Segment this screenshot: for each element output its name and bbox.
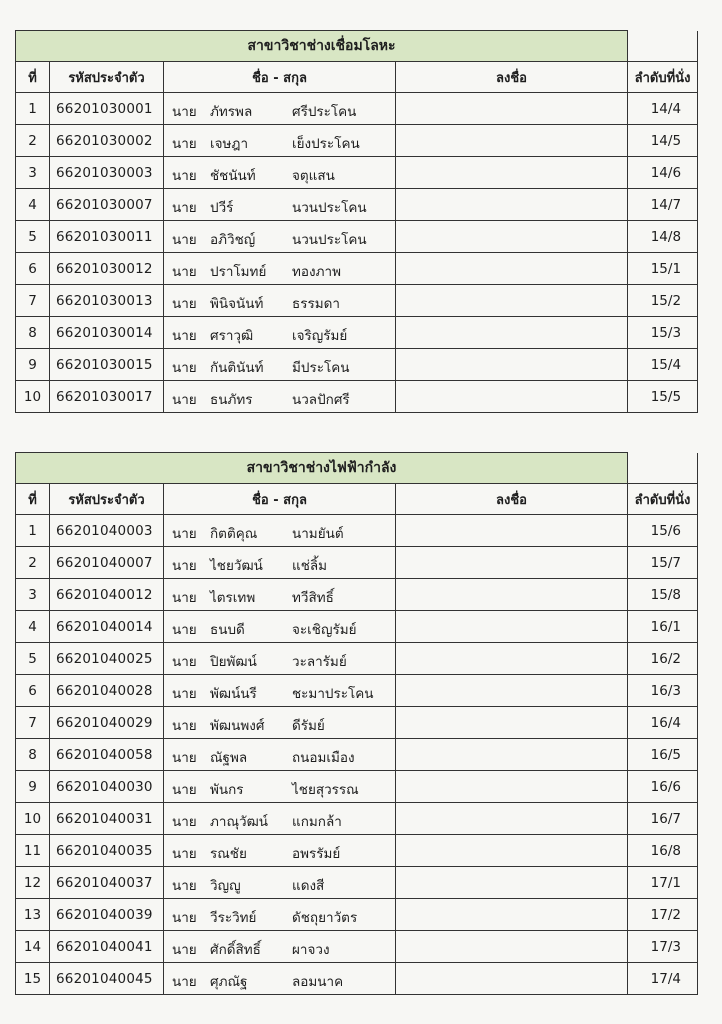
- first-name: ศราวุฒิ: [210, 328, 254, 344]
- name-prefix: นาย: [172, 296, 197, 312]
- name-prefix: นาย: [172, 232, 197, 248]
- signature-cell[interactable]: [396, 707, 628, 739]
- student-name-cell: [164, 317, 396, 349]
- title-blank-cell: [628, 31, 698, 62]
- signature-cell[interactable]: [396, 803, 628, 835]
- first-name: วิญญู: [210, 878, 241, 894]
- table-row: [16, 803, 698, 835]
- name-prefix: นาย: [172, 910, 197, 926]
- signature-cell[interactable]: [396, 253, 628, 285]
- first-name: พัฒน์นรี: [210, 686, 257, 702]
- table-row: [16, 221, 698, 253]
- student-id: 66201040003: [50, 515, 164, 547]
- seat-number: 15/6: [628, 515, 698, 547]
- student-id: 66201040058: [50, 739, 164, 771]
- row-number: 5: [16, 221, 50, 253]
- table-row: [16, 253, 698, 285]
- student-id: 66201040007: [50, 547, 164, 579]
- welding-roster-table: [15, 30, 698, 413]
- student-name-cell: [164, 253, 396, 285]
- seat-number: 15/1: [628, 253, 698, 285]
- seat-number: 16/6: [628, 771, 698, 803]
- last-name: วะลารัมย์: [292, 654, 347, 670]
- table-row: [16, 643, 698, 675]
- table-row: [16, 771, 698, 803]
- signature-cell[interactable]: [396, 835, 628, 867]
- name-prefix: นาย: [172, 136, 197, 152]
- signature-cell[interactable]: [396, 611, 628, 643]
- name-prefix: นาย: [172, 104, 197, 120]
- name-prefix: นาย: [172, 392, 197, 408]
- seat-number: 16/7: [628, 803, 698, 835]
- row-number: 11: [16, 835, 50, 867]
- header-sign: ลงชื่อ: [396, 484, 628, 515]
- first-name: ปิยพัฒน์: [210, 654, 257, 670]
- header-name: ชื่อ - สกุล: [164, 62, 396, 93]
- seat-number: 15/5: [628, 381, 698, 413]
- signature-cell[interactable]: [396, 547, 628, 579]
- student-name-cell: [164, 899, 396, 931]
- table-row: [16, 963, 698, 995]
- signature-cell[interactable]: [396, 963, 628, 995]
- table-row: [16, 675, 698, 707]
- student-id: 66201040031: [50, 803, 164, 835]
- signature-cell[interactable]: [396, 157, 628, 189]
- first-name: ธนบดี: [210, 622, 245, 638]
- student-id: 66201040012: [50, 579, 164, 611]
- header-no: ที่: [16, 484, 50, 515]
- name-prefix: นาย: [172, 686, 197, 702]
- name-prefix: นาย: [172, 526, 197, 542]
- first-name: พินิจนันท์: [210, 296, 264, 312]
- header-id: รหัสประจำตัว: [50, 62, 164, 93]
- student-id: 66201030002: [50, 125, 164, 157]
- header-seat: ลำดับที่นั่ง: [628, 62, 698, 93]
- signature-cell[interactable]: [396, 739, 628, 771]
- student-id: 66201040039: [50, 899, 164, 931]
- table-row: [16, 93, 698, 125]
- last-name: ดีรัมย์: [292, 718, 325, 734]
- first-name: ณัฐพล: [210, 750, 248, 766]
- table-row: [16, 157, 698, 189]
- table-row: [16, 317, 698, 349]
- seat-number: 16/4: [628, 707, 698, 739]
- row-number: 13: [16, 899, 50, 931]
- signature-cell[interactable]: [396, 221, 628, 253]
- last-name: นวลปักศรี: [292, 392, 350, 408]
- student-id: 66201040035: [50, 835, 164, 867]
- signature-cell[interactable]: [396, 931, 628, 963]
- last-name: ธรรมดา: [292, 296, 340, 312]
- signature-cell[interactable]: [396, 93, 628, 125]
- signature-cell[interactable]: [396, 675, 628, 707]
- signature-cell[interactable]: [396, 317, 628, 349]
- student-name-cell: [164, 189, 396, 221]
- seat-number: 16/3: [628, 675, 698, 707]
- last-name: แช่ลิ้ม: [292, 558, 328, 574]
- student-id: 66201040030: [50, 771, 164, 803]
- first-name: ชัชนันท์: [210, 168, 256, 184]
- student-name-cell: [164, 675, 396, 707]
- seat-number: 15/7: [628, 547, 698, 579]
- header-id: รหัสประจำตัว: [50, 484, 164, 515]
- first-name: กันตินันท์: [210, 360, 264, 376]
- row-number: 6: [16, 675, 50, 707]
- table-title-row: [16, 453, 698, 484]
- student-name-cell: [164, 803, 396, 835]
- row-number: 10: [16, 381, 50, 413]
- row-number: 8: [16, 317, 50, 349]
- seat-number: 14/5: [628, 125, 698, 157]
- student-name-cell: [164, 771, 396, 803]
- table-title-row: [16, 31, 698, 62]
- student-name-cell: [164, 867, 396, 899]
- student-id: 66201040014: [50, 611, 164, 643]
- student-id: 66201040041: [50, 931, 164, 963]
- last-name: จะเชิญรัมย์: [292, 622, 357, 638]
- row-number: 12: [16, 867, 50, 899]
- row-number: 3: [16, 157, 50, 189]
- seat-number: 15/2: [628, 285, 698, 317]
- table-title: สาขาวิชาช่างไฟฟ้ากำลัง: [16, 453, 628, 484]
- row-number: 4: [16, 611, 50, 643]
- row-number: 7: [16, 707, 50, 739]
- student-id: 66201040045: [50, 963, 164, 995]
- signature-cell[interactable]: [396, 579, 628, 611]
- row-number: 1: [16, 515, 50, 547]
- name-prefix: นาย: [172, 654, 197, 670]
- first-name: ภาณุวัฒน์: [210, 814, 269, 830]
- table-row: [16, 349, 698, 381]
- first-name: พันกร: [210, 782, 244, 798]
- table-row: [16, 867, 698, 899]
- seat-number: 16/5: [628, 739, 698, 771]
- last-name: ดัชถุยาวัตร: [292, 910, 358, 926]
- seat-number: 17/1: [628, 867, 698, 899]
- name-prefix: นาย: [172, 622, 197, 638]
- first-name: วีระวิทย์: [210, 910, 257, 926]
- last-name: มีประโคน: [292, 360, 350, 376]
- student-id: 66201030012: [50, 253, 164, 285]
- title-blank-cell: [628, 453, 698, 484]
- header-row: [16, 62, 698, 93]
- student-name-cell: [164, 547, 396, 579]
- first-name: ไตรเทพ: [210, 590, 256, 606]
- first-name: ภัทรพล: [210, 104, 253, 120]
- signature-cell[interactable]: [396, 771, 628, 803]
- last-name: นามยันต์: [292, 526, 344, 542]
- student-name-cell: [164, 963, 396, 995]
- header-sign: ลงชื่อ: [396, 62, 628, 93]
- header-name: ชื่อ - สกุล: [164, 484, 396, 515]
- student-id: 66201030013: [50, 285, 164, 317]
- seat-number: 17/3: [628, 931, 698, 963]
- seat-number: 15/4: [628, 349, 698, 381]
- student-name-cell: [164, 739, 396, 771]
- table-row: [16, 547, 698, 579]
- header-no: ที่: [16, 62, 50, 93]
- student-name-cell: [164, 221, 396, 253]
- name-prefix: นาย: [172, 718, 197, 734]
- last-name: ถนอมเมือง: [292, 750, 355, 766]
- student-name-cell: [164, 125, 396, 157]
- name-prefix: นาย: [172, 168, 197, 184]
- student-id: 66201040028: [50, 675, 164, 707]
- name-prefix: นาย: [172, 846, 197, 862]
- student-id: 66201040025: [50, 643, 164, 675]
- electrical-roster-body: [16, 453, 698, 995]
- first-name: เจษฎา: [210, 136, 249, 152]
- last-name: แดงสี: [292, 878, 325, 894]
- student-id: 66201040037: [50, 867, 164, 899]
- seat-number: 16/1: [628, 611, 698, 643]
- row-number: 9: [16, 349, 50, 381]
- first-name: กิตติคุณ: [210, 526, 258, 542]
- student-name-cell: [164, 515, 396, 547]
- last-name: ลอมนาค: [292, 974, 344, 990]
- first-name: ไชยวัฒน์: [210, 558, 263, 574]
- name-prefix: นาย: [172, 878, 197, 894]
- seat-number: 17/4: [628, 963, 698, 995]
- signature-cell[interactable]: [396, 515, 628, 547]
- header-row: [16, 484, 698, 515]
- seat-number: 17/2: [628, 899, 698, 931]
- first-name: ศุภณัฐ: [210, 974, 248, 990]
- student-id: 66201030007: [50, 189, 164, 221]
- student-id: 66201030003: [50, 157, 164, 189]
- table-row: [16, 835, 698, 867]
- last-name: นวนประโคน: [292, 232, 367, 248]
- table-row: [16, 381, 698, 413]
- seat-number: 16/2: [628, 643, 698, 675]
- last-name: แกมกล้า: [292, 814, 342, 830]
- last-name: จตุแสน: [292, 168, 335, 184]
- welding-roster-body: [16, 31, 698, 413]
- student-name-cell: [164, 611, 396, 643]
- last-name: นวนประโคน: [292, 200, 367, 216]
- name-prefix: นาย: [172, 590, 197, 606]
- signature-cell[interactable]: [396, 867, 628, 899]
- row-number: 14: [16, 931, 50, 963]
- student-name-cell: [164, 931, 396, 963]
- first-name: ธนภัทร: [210, 392, 253, 408]
- row-number: 1: [16, 93, 50, 125]
- student-id: 66201030017: [50, 381, 164, 413]
- row-number: 5: [16, 643, 50, 675]
- signature-cell[interactable]: [396, 125, 628, 157]
- name-prefix: นาย: [172, 360, 197, 376]
- first-name: ศักดิ์สิทธิ์: [210, 942, 261, 958]
- last-name: เย็งประโคน: [292, 136, 360, 152]
- row-number: 8: [16, 739, 50, 771]
- last-name: ไชยสุวรรณ: [292, 782, 359, 798]
- row-number: 3: [16, 579, 50, 611]
- row-number: 2: [16, 125, 50, 157]
- table-row: [16, 285, 698, 317]
- first-name: ปวีร์: [210, 200, 234, 216]
- table-row: [16, 899, 698, 931]
- seat-number: 15/3: [628, 317, 698, 349]
- row-number: 10: [16, 803, 50, 835]
- student-name-cell: [164, 707, 396, 739]
- electrical-roster-table: [15, 452, 698, 995]
- last-name: อพรรัมย์: [292, 846, 341, 862]
- student-name-cell: [164, 643, 396, 675]
- row-number: 7: [16, 285, 50, 317]
- last-name: ชะมาประโคน: [292, 686, 374, 702]
- table-row: [16, 125, 698, 157]
- last-name: ศรีประโคน: [292, 104, 357, 120]
- student-name-cell: [164, 285, 396, 317]
- first-name: อภิวิชญ์: [210, 232, 256, 248]
- student-id: 66201040029: [50, 707, 164, 739]
- student-id: 66201030001: [50, 93, 164, 125]
- seat-number: 14/6: [628, 157, 698, 189]
- row-number: 9: [16, 771, 50, 803]
- name-prefix: นาย: [172, 782, 197, 798]
- signature-cell[interactable]: [396, 381, 628, 413]
- row-number: 4: [16, 189, 50, 221]
- student-name-cell: [164, 157, 396, 189]
- student-name-cell: [164, 835, 396, 867]
- signature-cell[interactable]: [396, 189, 628, 221]
- student-name-cell: [164, 93, 396, 125]
- signature-cell[interactable]: [396, 285, 628, 317]
- first-name: รณชัย: [210, 846, 247, 862]
- row-number: 6: [16, 253, 50, 285]
- row-number: 2: [16, 547, 50, 579]
- first-name: ปราโมทย์: [210, 264, 267, 280]
- signature-cell[interactable]: [396, 349, 628, 381]
- name-prefix: นาย: [172, 750, 197, 766]
- last-name: ทวีสิทธิ์: [292, 590, 334, 606]
- name-prefix: นาย: [172, 814, 197, 830]
- student-id: 66201030014: [50, 317, 164, 349]
- table-row: [16, 931, 698, 963]
- table-row: [16, 579, 698, 611]
- student-id: 66201030015: [50, 349, 164, 381]
- table-row: [16, 707, 698, 739]
- student-name-cell: [164, 579, 396, 611]
- header-seat: ลำดับที่นั่ง: [628, 484, 698, 515]
- last-name: ทองภาพ: [292, 264, 341, 280]
- seat-number: 15/8: [628, 579, 698, 611]
- name-prefix: นาย: [172, 264, 197, 280]
- last-name: ผาจวง: [292, 942, 330, 958]
- student-name-cell: [164, 349, 396, 381]
- table-row: [16, 515, 698, 547]
- signature-cell[interactable]: [396, 899, 628, 931]
- signature-cell[interactable]: [396, 643, 628, 675]
- name-prefix: นาย: [172, 200, 197, 216]
- name-prefix: นาย: [172, 942, 197, 958]
- name-prefix: นาย: [172, 328, 197, 344]
- student-name-cell: [164, 381, 396, 413]
- table-row: [16, 189, 698, 221]
- row-number: 15: [16, 963, 50, 995]
- seat-number: 14/8: [628, 221, 698, 253]
- table-row: [16, 739, 698, 771]
- last-name: เจริญรัมย์: [292, 328, 348, 344]
- table-row: [16, 611, 698, 643]
- first-name: พัฒนพงศ์: [210, 718, 265, 734]
- seat-number: 14/7: [628, 189, 698, 221]
- name-prefix: นาย: [172, 558, 197, 574]
- student-id: 66201030011: [50, 221, 164, 253]
- name-prefix: นาย: [172, 974, 197, 990]
- seat-number: 16/8: [628, 835, 698, 867]
- seat-number: 14/4: [628, 93, 698, 125]
- table-title: สาขาวิชาช่างเชื่อมโลหะ: [16, 31, 628, 62]
